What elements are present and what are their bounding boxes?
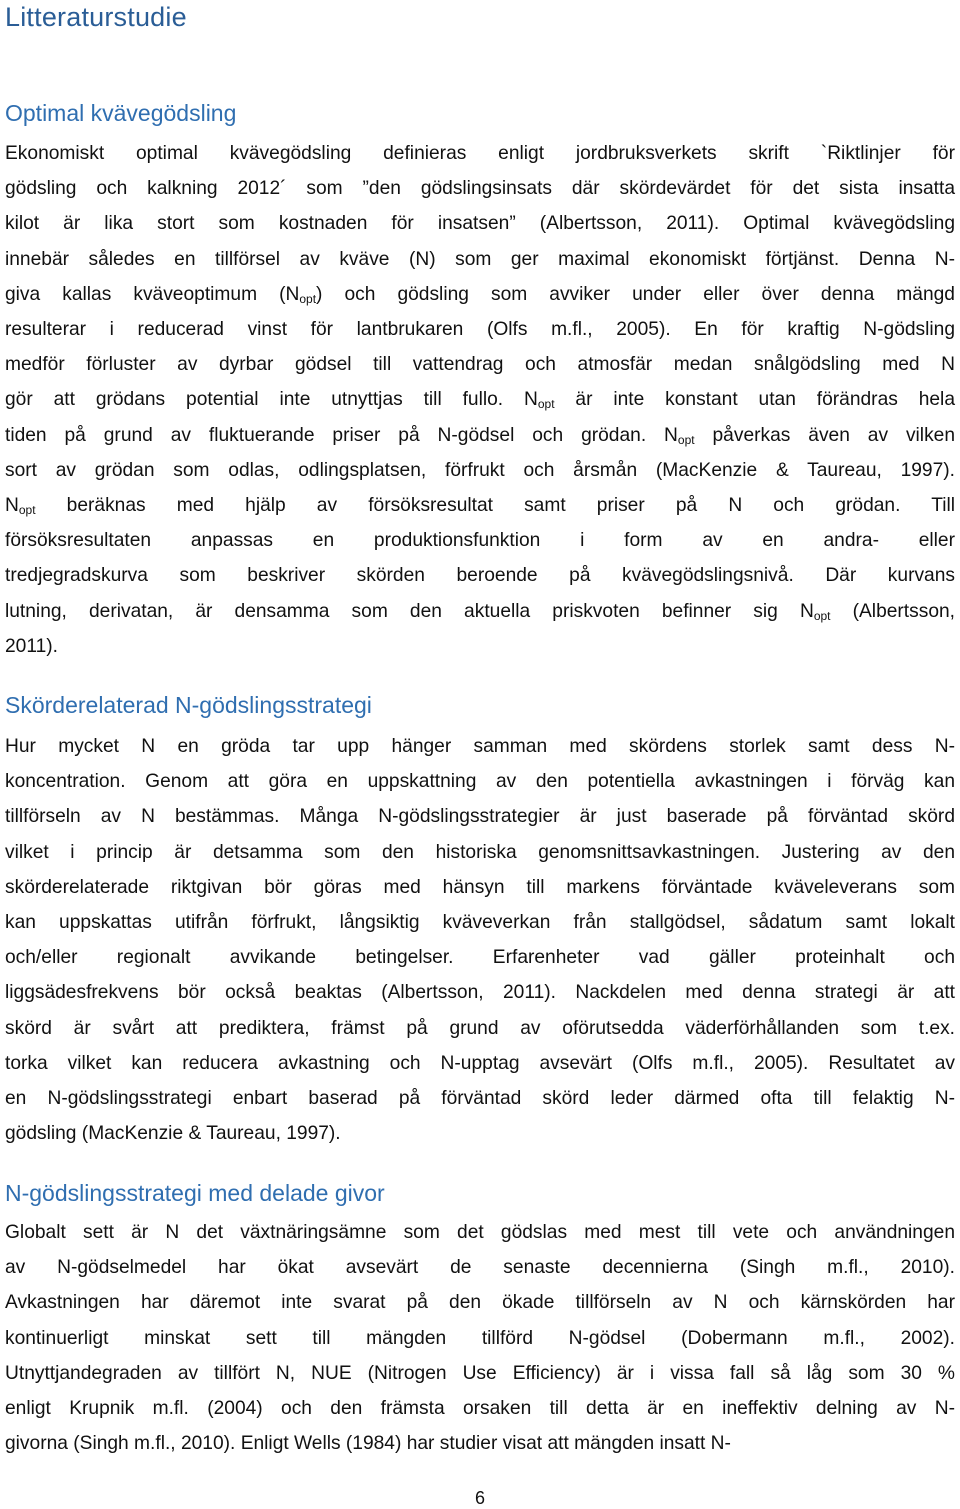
text-line: kan uppskattas utifrån förfrukt, långsiktig kväveverkan från stallgödsel, sådatum samt lokalt — [5, 912, 955, 934]
section-body-optimal — [5, 136, 955, 664]
text-line: enligt Krupnik m.fl. (2004) och den främsta orsaken till detta är en ineffektiv delning av N- — [5, 1398, 955, 1420]
text-line: skörderelaterade riktgivan bör göras med hänsyn till markens förväntade kväveleverans som — [5, 876, 955, 898]
text-line: av N-gödselmedel har ökat avsevärt de senaste decennierna (Singh m.fl., 2010). — [5, 1257, 955, 1279]
text-line: tredjegradskurva som beskriver skörden beroende på kvävegödslingsnivå. Där kurvans — [5, 565, 955, 587]
page-number: 6 — [474, 1488, 485, 1508]
text-line: torka vilket kan reducera avkastning och N-upptag avsevärt (Olfs m.fl., 2005). Resultatet av — [5, 1052, 955, 1074]
section-heading-skorderelaterad: Skörderelaterad N-gödslingsstrategi — [5, 692, 372, 718]
text-line: vilket i princip är detsamma som den historiska genomsnittsavkastningen. Justering av den — [5, 841, 955, 863]
text-line: innebär således en tillförsel av kväve (N) som ger maximal ekonomiskt förtjänst. Denna N- — [5, 248, 955, 270]
text-line: $N_{opt}$ beräknas med hjälp av försöksresultat samt priser på N och grödan. Till — [5, 495, 955, 518]
text-line: skörd är svårt att prediktera, främst på grund av oförutsedda väderförhållanden som t.ex. — [5, 1017, 955, 1039]
text-line: gödsling och kalkning 2012´ som ”den gödslingsinsats där skördevärdet för det sista insatta — [5, 178, 955, 200]
text-line: koncentration. Genom att göra en uppskattning av den potentiella avkastningen i förväg kan — [5, 771, 955, 793]
text-line: Ekonomiskt optimal kvävegödsling definieras enligt jordbruksverkets skrift `Riktlinjer för — [5, 143, 955, 164]
section-body-delade-givor — [5, 1215, 955, 1461]
text-line: Utnyttjandegraden av tillfört N, NUE (Nitrogen Use Efficiency) är i vissa fall så låg som 30 % — [5, 1362, 955, 1384]
text-line: 2011). — [5, 635, 58, 657]
text-line: Avkastningen har däremot inte svarat på den ökade tillförseln av N och kärnskörden har — [5, 1292, 955, 1314]
text-line: liggsädesfrekvens bör också beaktas (Albertsson, 2011). Nackdelen med denna strategi är att — [5, 982, 955, 1004]
text-line: försöksresultaten anpassas en produktionsfunktion i form av en andra- eller — [5, 530, 955, 552]
text-line: en N-gödslingsstrategi enbart baserad på förväntad skörd leder därmed ofta till felaktig N- — [5, 1088, 955, 1110]
section-body-skorderelaterad — [5, 729, 955, 1151]
text-line: resulterar i reducerad vinst för lantbrukaren (Olfs m.fl., 2005). En för kraftig N-gödsling — [5, 319, 955, 341]
text-line: sort av grödan som odlas, odlingsplatsen, förfrukt och årsmån (MacKenzie & Taureau, 1997). — [5, 459, 955, 481]
section-heading-optimal: Optimal kvävegödsling — [5, 100, 237, 126]
text-line: gör att grödans potential inte utnyttjas till fullo. $N_{opt}$ är inte konstant utan förändras hela — [5, 389, 955, 412]
text-line: Globalt sett är N det växtnäringsämne som det gödslas med mest till vete och användningen — [5, 1222, 955, 1243]
text-line: Hur mycket N en gröda tar upp hänger samman med skördens storlek samt dess N- — [5, 736, 955, 757]
text-line: kilot är lika stort som kostnaden för insatsen” (Albertsson, 2011). Optimal kvävegödsling — [5, 213, 955, 235]
text-line: tiden på grund av fluktuerande priser på N-gödsel och grödan. $N_{opt}$ påverkas även av vilken — [5, 424, 956, 447]
text-line: och/eller regionalt avvikande betingelser. Erfarenheter vad gäller proteinhalt och — [5, 947, 955, 969]
text-line: giva kallas kväveoptimum $(N_{opt})$ och gödsling som avviker under eller över denna mängd — [5, 283, 955, 306]
text-line: medför förluster av dyrbar gödsel till vattendrag och atmosfär medan snålgödsling med N — [5, 354, 955, 376]
text-line: kontinuerligt minskat sett till mängden tillförd N-gödsel (Dobermann m.fl., 2002). — [5, 1327, 955, 1349]
text-line: gödsling (MacKenzie & Taureau, 1997). — [5, 1123, 341, 1145]
text-line: tillförseln av N bestämmas. Många N-gödslingsstrategier är just baserade på förväntad skörd — [5, 806, 955, 828]
section-heading-delade-givor: N-gödslingsstrategi med delade givor — [5, 1180, 385, 1206]
text-line: lutning, derivatan, är densamma som den aktuella priskvoten befinner sig $N_{opt}$ (Albertsson, — [5, 600, 955, 623]
page-title: Litteraturstudie — [5, 2, 187, 32]
text-line: givorna (Singh m.fl., 2010). Enligt Wells (1984) har studier visat att mängden insatt N- — [5, 1433, 731, 1455]
